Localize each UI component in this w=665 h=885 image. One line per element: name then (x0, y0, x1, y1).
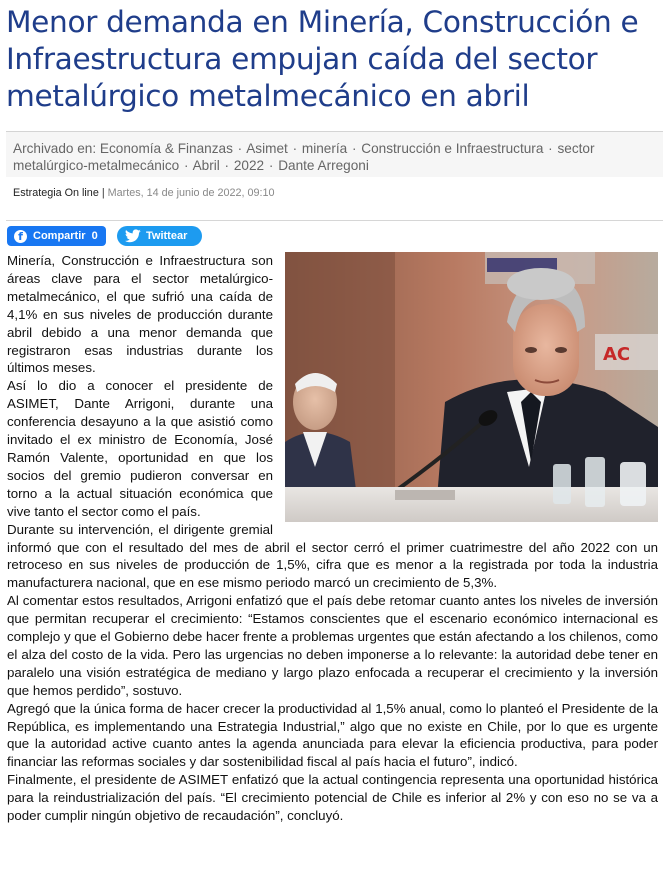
tag-separator: · (292, 141, 298, 156)
divider (6, 220, 663, 221)
byline (13, 187, 275, 199)
article-paragraph: Finalmente, el presidente de ASIMET enfatizó que la actual contingencia representa una oportunidad histórica para la reindustrialización del país. “El crecimiento potencial de Chile es inferior al 2% y con eso no se va a poder cumplir ningún objetivo de recaudación”, concluyó. (7, 772, 658, 824)
byline-separator: | (98, 187, 108, 199)
article-paragraph: Durante su intervención, el dirigente gremial informó que con el resultado del mes de abril el sector cerró el primer cuatrimestre del año 2022 con un retroceso en sus niveles de producción de 1,5%, cifra que es menor a la registrada por toda la industria manufacturera nacional, que en ese mismo periodo marcó un crecimiento de 5,3%. (7, 521, 658, 591)
archive-label: Archivado en: (13, 141, 97, 156)
byline-date: Martes, 14 de junio de 2022, 09:10 (107, 187, 275, 199)
tag-link[interactable]: Construcción e Infraestructura (361, 141, 544, 156)
facebook-share-button[interactable] (7, 226, 106, 246)
tag-link[interactable]: minería (301, 141, 348, 156)
facebook-share-count: 0 (91, 230, 98, 242)
article-paragraph: Minería, Construcción e Infraestructura son áreas clave para el sector metalúrgico-metalmecánico, el que sufrió una caída de 4,1% en sus niveles de producción durante abril debido a una menor demanda que registraron esas industrias durante los últimos meses. (7, 253, 273, 376)
tag-separator: · (224, 158, 230, 173)
facebook-icon: f (14, 230, 27, 243)
tag-link[interactable]: 2022 (233, 158, 265, 173)
archive-tags-box (6, 131, 663, 177)
tag-link[interactable]: Abril (192, 158, 220, 173)
tag-link[interactable]: Economía & Finanzas (99, 141, 233, 156)
tag-separator: · (548, 141, 553, 156)
tag-separator: · (184, 158, 189, 173)
tag-separator: · (237, 141, 243, 156)
twitter-share-label: Twittear (146, 230, 188, 242)
tag-separator: · (351, 141, 357, 156)
byline-source: Estrategia On line (13, 187, 99, 199)
tag-link[interactable]: Asimet (246, 141, 288, 156)
facebook-share-label: Compartir (33, 230, 86, 242)
article-paragraph: Al comentar estos resultados, Arrigoni enfatizó que el país debe retomar cuanto antes los niveles de inversión que permitan recuperar el crecimiento: “Estamos conscientes que el escenario económico internacional es complejo y que el Gobierno debe hacer frente a problemas urgentes que están afectando a los chilenos, como el alza del costo de la vida. Pero las urgencias no deben imponerse a lo relevante: la autoridad debe tener en paralelo una visión estratégica de mediano y largo plazo enfocada a recuperar el crecimiento y la inversión que hemos perdido”, sostuvo. (7, 593, 658, 698)
article-body (7, 252, 658, 825)
tag-separator: · (268, 158, 274, 173)
twitter-bird-icon (125, 229, 141, 243)
tag-link[interactable]: sector metalúrgico-metalmecánico (13, 141, 595, 173)
article-photo (285, 252, 658, 522)
article-title: Menor demanda en Minería, Construcción e Infraestructura empujan caída del sector metalúrgico metalmecánico en abril (6, 5, 639, 113)
archive-tags (13, 140, 661, 174)
svg-text:AC: AC (603, 344, 631, 365)
tag-link[interactable]: Dante Arregoni (278, 158, 369, 173)
twitter-share-button[interactable] (117, 226, 202, 246)
article-paragraph: Agregó que la única forma de hacer crecer la productividad al 1,5% anual, como lo planteó el Presidente de la República, es implementando una Estrategia Industrial,” algo que no existe en Chile, por lo que es urgente que la autoridad active cuanto antes la agenda anunciada para elevar la eficiencia productiva, para poder financiar las reformas sociales y dar sostenibilidad fiscal al país hacia el futuro”, indicó. (7, 700, 658, 770)
article-paragraph: Así lo dio a conocer el presidente de ASIMET, Dante Arrigoni, durante una conferencia desayuno a la que asistió como invitado el ex ministro de Economía, José Ramón Valente, oportunidad en que los socios del gremio pudieron conversar en torno a la actual situación económica que vive tanto el sector como el país. (7, 378, 273, 519)
